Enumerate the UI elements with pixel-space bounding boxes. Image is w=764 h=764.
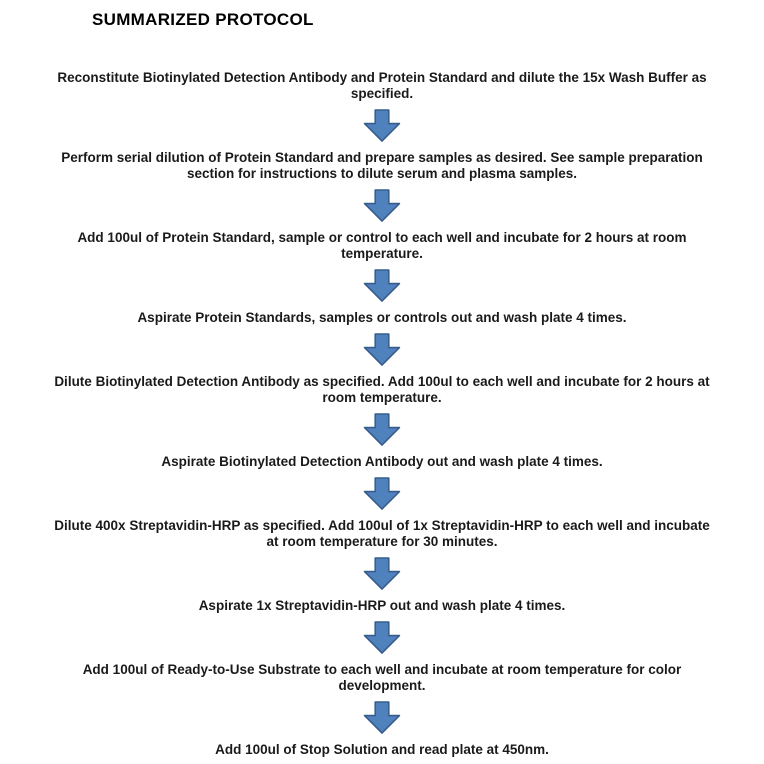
protocol-step-1: Reconstitute Biotinylated Detection Antibody and Protein Standard and dilute the 15x Wash Buffer as specified. (57, 70, 707, 101)
protocol-step-2: Perform serial dilution of Protein Standard and prepare samples as desired. See sample preparation section for instructions to dilute serum and plasma samples. (61, 150, 703, 181)
down-arrow-icon (363, 269, 401, 302)
down-arrow-icon (363, 621, 401, 654)
down-arrow-icon (363, 477, 401, 510)
down-arrow-icon (363, 413, 401, 446)
page-title: SUMMARIZED PROTOCOL (92, 10, 314, 29)
protocol-step-7: Dilute 400x Streptavidin-HRP as specified. Add 100ul of 1x Streptavidin-HRP to each well and incubate at room temperature for 30 minutes. (54, 518, 710, 549)
protocol-step-3: Add 100ul of Protein Standard, sample or control to each well and incubate for 2 hours at room temperature. (77, 230, 687, 261)
down-arrow-icon (363, 701, 401, 734)
protocol-step-6: Aspirate Biotinylated Detection Antibody out and wash plate 4 times. (161, 454, 603, 469)
protocol-step-5: Dilute Biotinylated Detection Antibody as specified. Add 100ul to each well and incubate for 2 hours at room temperature. (54, 374, 710, 405)
down-arrow-icon (363, 109, 401, 142)
protocol-step-9: Add 100ul of Ready-to-Use Substrate to each well and incubate at room temperature for color development. (82, 662, 682, 693)
protocol-step-4: Aspirate Protein Standards, samples or controls out and wash plate 4 times. (137, 310, 627, 325)
down-arrow-icon (363, 189, 401, 222)
down-arrow-icon (363, 557, 401, 590)
down-arrow-icon (363, 333, 401, 366)
protocol-step-10: Add 100ul of Stop Solution and read plate at 450nm. (215, 742, 549, 757)
protocol-flow (0, 70, 764, 764)
protocol-step-8: Aspirate 1x Streptavidin-HRP out and wash plate 4 times. (198, 598, 566, 613)
